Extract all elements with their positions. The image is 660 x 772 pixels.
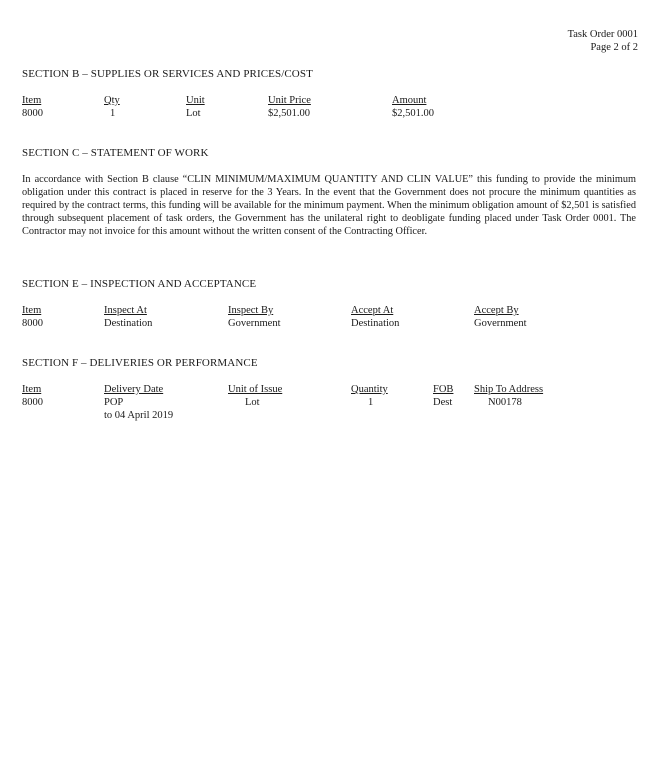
- section-e-title: SECTION E – INSPECTION AND ACCEPTANCE: [22, 278, 257, 290]
- section-e-header-accept-at: Accept At: [351, 305, 394, 316]
- section-b-cell-qty: 1: [110, 108, 116, 119]
- section-e-header-inspect-at: Inspect At: [104, 305, 147, 316]
- section-c-title: SECTION C – STATEMENT OF WORK: [22, 147, 209, 159]
- section-e-header-item: Item: [22, 305, 42, 316]
- section-f-title: SECTION F – DELIVERIES OR PERFORMANCE: [22, 357, 258, 369]
- section-e-header-accept-by: Accept By: [474, 305, 519, 316]
- task-order-number: Task Order 0001: [567, 29, 638, 40]
- section-e-cell-accept-by: Government: [474, 318, 527, 329]
- section-f-header-ship-to-address: Ship To Address: [474, 384, 544, 395]
- section-f-cell-fob: Dest: [433, 397, 453, 408]
- section-e-cell-inspect-by: Government: [228, 318, 281, 329]
- section-b-cell-amount: $2,501.00: [392, 108, 434, 119]
- section-f-cell-quantity: 1: [368, 397, 374, 408]
- section-e-cell-item: 8000: [22, 318, 43, 329]
- section-b-header-qty: Qty: [104, 95, 120, 106]
- section-e-cell-accept-at: Destination: [351, 318, 400, 329]
- section-e-cell-inspect-at: Destination: [104, 318, 153, 329]
- section-b-header-amount: Amount: [392, 95, 427, 106]
- section-f-header-delivery-date: Delivery Date: [104, 384, 164, 395]
- section-f-cell-delivery-date-continued: to 04 April 2019: [104, 410, 174, 421]
- section-f-header-unit-of-issue: Unit of Issue: [228, 384, 283, 395]
- section-f-header-quantity: Quantity: [351, 384, 388, 395]
- section-f-cell-unit-of-issue: Lot: [245, 397, 260, 408]
- section-b-cell-item: 8000: [22, 108, 43, 119]
- statement-of-work-paragraph: In accordance with Section B clause “CLIN MINIMUM/MAXIMUM QUANTITY AND CLIN VALUE” this funding to provide the minimum obligation under this contract is placed in reserve for the 3 Years. In the event that the Government does not procure the minimum quantities as required by the contract terms, this funding will be available for the minimum payment. When the minimum obligation amount of $2,501 is satisfied through subsequent placement of task orders, the Government has the unilateral right to deobligate funding placed under Task Order 0001. The Contractor may not invoice for this amount without the written consent of the Contracting Officer.: [22, 174, 636, 238]
- section-b-header-item: Item: [22, 95, 42, 106]
- section-b-cell-unit: Lot: [186, 108, 201, 119]
- section-b-cell-unit-price: $2,501.00: [268, 108, 310, 119]
- section-f-cell-item: 8000: [22, 397, 43, 408]
- section-e-header-inspect-by: Inspect By: [228, 305, 274, 316]
- section-b-header-unit-price: Unit Price: [268, 95, 311, 106]
- section-f-header-fob: FOB: [433, 384, 454, 395]
- section-f-header-item: Item: [22, 384, 42, 395]
- page-number: Page 2 of 2: [590, 42, 638, 53]
- section-b-header-unit: Unit: [186, 95, 205, 106]
- section-b-title: SECTION B – SUPPLIES OR SERVICES AND PRICES/COST: [22, 68, 313, 80]
- section-f-cell-ship-to-address: N00178: [488, 397, 522, 408]
- section-f-cell-delivery-date: POP: [104, 397, 124, 408]
